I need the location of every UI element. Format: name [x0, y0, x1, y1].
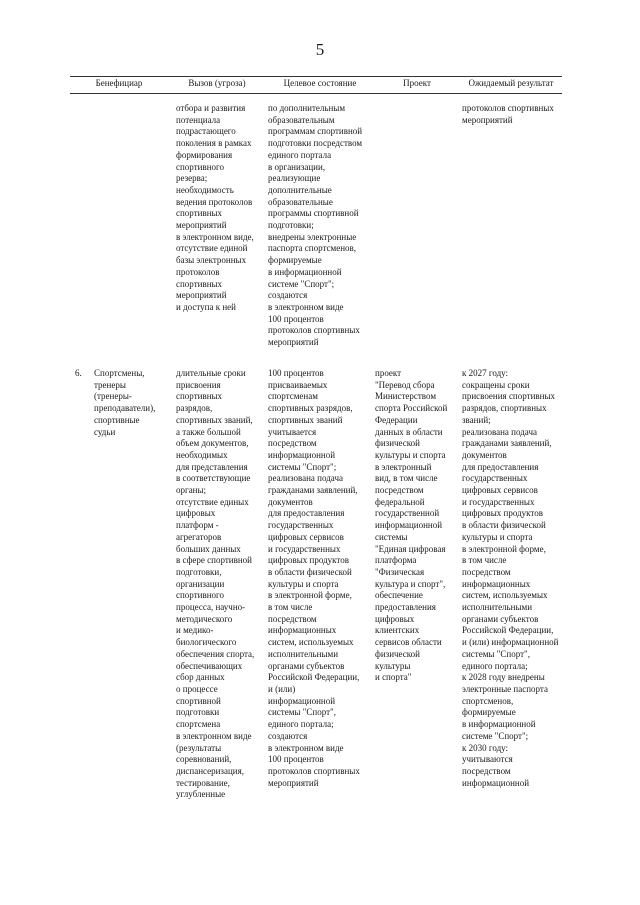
header-beneficiary: Бенефициар [95, 78, 143, 88]
header-target-state: Целевое состояние [283, 78, 357, 88]
continued-result-cell: протоколов спортивных мероприятий [462, 103, 554, 125]
header-project: Проект [403, 78, 431, 88]
measures-table [70, 76, 562, 94]
header-challenge: Вызов (угроза) [188, 78, 246, 88]
row-6-number: 6. [75, 368, 82, 378]
header-expected-result: Ожидаемый результат [468, 78, 554, 88]
page-number: 5 [315, 40, 325, 59]
row-6-project-cell: проект "Перевод сбора Министерством спорта Российской Федерации данных в области физической культуры и спорта в электронный вид, в том числе посредством федеральной государственной информационной системы "Единая цифровая платформа "Физическая культура и спорт", обеспечение предоставления цифровых клиентских сервисов области физической культуры и спорта" [375, 368, 448, 683]
row-6-result-cell: к 2027 году: сокращены сроки присвоения спортивных разрядов, спортивных званий; реализована подача гражданами заявлений, документов для предоставления государственных цифровых сервисов и государственных цифровых продуктов в области физической культуры и спорта в электронной форме, в том числе посредством информационных систем, используемых исполнительными органами субъектов Российской Федерации, и (или) информационной системы "Спорт", единого портала; к 2028 году внедрены электронные паспорта спортсменов, формируемые в информационной системе "Спорт"; к 2030 году: учитываются посредством информационной [462, 368, 559, 788]
table-header [70, 76, 562, 94]
continued-challenge-cell: отбора и развития потенциала подрастающего поколения в рамках формирования спортивного резерва; необходимость ведения протоколов спортивных мероприятий в электронном виде, отсутствие единой базы электронных протоколов спортивных мероприятий и доступа к ней [176, 103, 254, 312]
row-6-challenge-cell: длительные сроки присвоения спортивных разрядов, спортивных званий, а также большой объем документов, необходимых для представления в соответствующие органы; отсутствие единых цифровых платформ - агрегаторов больших данных в сфере спортивной подготовки, организации спортивного процесса, научно- методического и медико- биологического обеспечения спорта, обеспечивающих сбор данных о процессе спортивной подготовки спортсмена в электронном виде (результаты соревнований, диспансеризация, тестирование, углубленные [176, 368, 255, 800]
row-6-beneficiary-cell: Спортсмены, тренеры (тренеры- преподаватели), спортивные судьи [94, 368, 156, 437]
continued-target-cell: по дополнительным образовательным программам спортивной подготовки посредством единого портала в организации, реализующие дополнительные образовательные программы спортивной подготовки; внедрены электронные паспорта спортсменов, формируемые в информационной системе "Спорт"; создаются в электронном виде 100 процентов протоколов спортивных мероприятий [268, 103, 363, 348]
row-6-target-cell: 100 процентов присваиваемых спортсменам спортивных разрядов, спортивных званий учитывается посредством информационной системы "Спорт"; реализована подача гражданами заявлений, документов для предоставления государственных цифровых сервисов и государственных цифровых продуктов в области физической культуры и спорта в электронной форме, в том числе посредством информационных систем, используемых исполнительными органами субъектов Российской Федерации, и (или) информационной системы "Спорт", единого портала; создаются в электронном виде 100 процентов протоколов спортивных мероприятий [268, 368, 360, 788]
